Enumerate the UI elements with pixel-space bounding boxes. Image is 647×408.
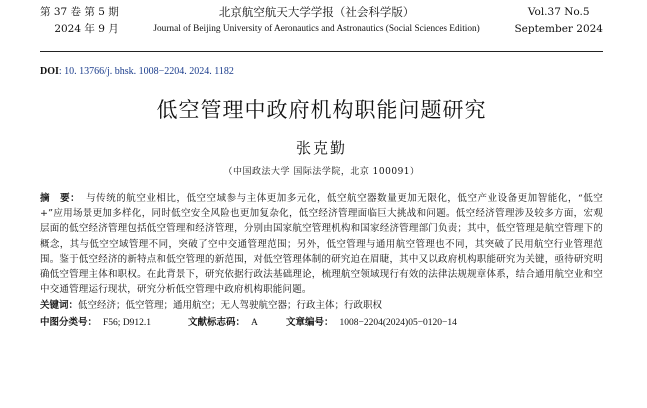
- author-affiliation: （中国政法大学 国际法学院，北京 100091）: [223, 167, 420, 177]
- header-right: [514, 4, 603, 38]
- running-header: [40, 0, 603, 52]
- article-number-value: 1008−2204(2024)05−0120−14: [339, 318, 457, 329]
- doi-line: [40, 66, 603, 77]
- classification-line: [40, 315, 603, 331]
- clc-number: [40, 315, 188, 331]
- abstract-label: 摘 要：: [40, 193, 81, 204]
- document-code-value: A: [251, 318, 258, 329]
- article-number: [286, 315, 457, 331]
- date-en: September 2024: [514, 23, 603, 35]
- volume-issue-en: Vol.37 No.5: [527, 6, 590, 18]
- document-code: [188, 315, 286, 331]
- header-left: [40, 4, 119, 38]
- abstract-text: 与传统的航空业相比，低空空域参与主体更加多元化，低空航空器数量更加无限化，低空产业设备更加智能化，“低空+”应用场景更加多样化，同时低空安全风险也更加复杂化，低空经济管理面临巨大挑战和问题。低空经济管理涉及较多方面，宏观层面的低空经济管理包括低空管理和经济管理，分别由国家航空管理机构和国家经济管理部门负责；其中，低空管理是航空管理下的概念，其与低空空域管理不同，突破了空中交通管理范围；另外，低空管理与通用航空管理也不同，其突破了民用航空行业管理范围。鉴于低空经济的新特点和低空管理的新范围，对低空管理体制的研究迫在眉睫，其中又以政府机构职能研究为关键，亟待研究明确低空管理主体和职权。在此背景下，研究依据行政法基础理论，梳理航空领域现行有效的法律法规规章体系，结合通用航空业和空中交通管理运行现状，研究分析低空管理中政府机构职能问题。: [40, 193, 603, 296]
- article-title: 低空管理中政府机构职能问题研究: [156, 98, 487, 122]
- doi-link[interactable]: : 10. 13766/j. bhsk. 1008−2204. 2024. 1182: [58, 66, 234, 77]
- keywords-label: 关键词：: [40, 300, 79, 312]
- date-cn: 2024 年 9 月: [54, 23, 119, 35]
- journal-name-cn: 北京航空航天大学学报（社会科学版）: [218, 5, 415, 19]
- volume-issue-cn: 第 37 卷 第 5 期: [40, 6, 119, 18]
- doi-label: DOI: [40, 66, 59, 77]
- clc-label: 中图分类号：: [40, 317, 98, 329]
- keywords: [40, 298, 603, 313]
- keywords-text: 低空经济；低空管理；通用航空；无人驾驶航空器；行政主体；行政职权: [78, 300, 383, 312]
- abstract: [40, 191, 603, 297]
- journal-name-en: Journal of Beijing University of Aeronautics and Astronautics (Social Sciences Edition): [153, 24, 480, 34]
- article-number-label: 文章编号：: [286, 317, 334, 329]
- header-center: [119, 4, 515, 38]
- clc-value: F56; D912.1: [103, 318, 152, 329]
- document-code-label: 文献标志码：: [188, 317, 246, 329]
- author-name: 张克勤: [295, 139, 347, 157]
